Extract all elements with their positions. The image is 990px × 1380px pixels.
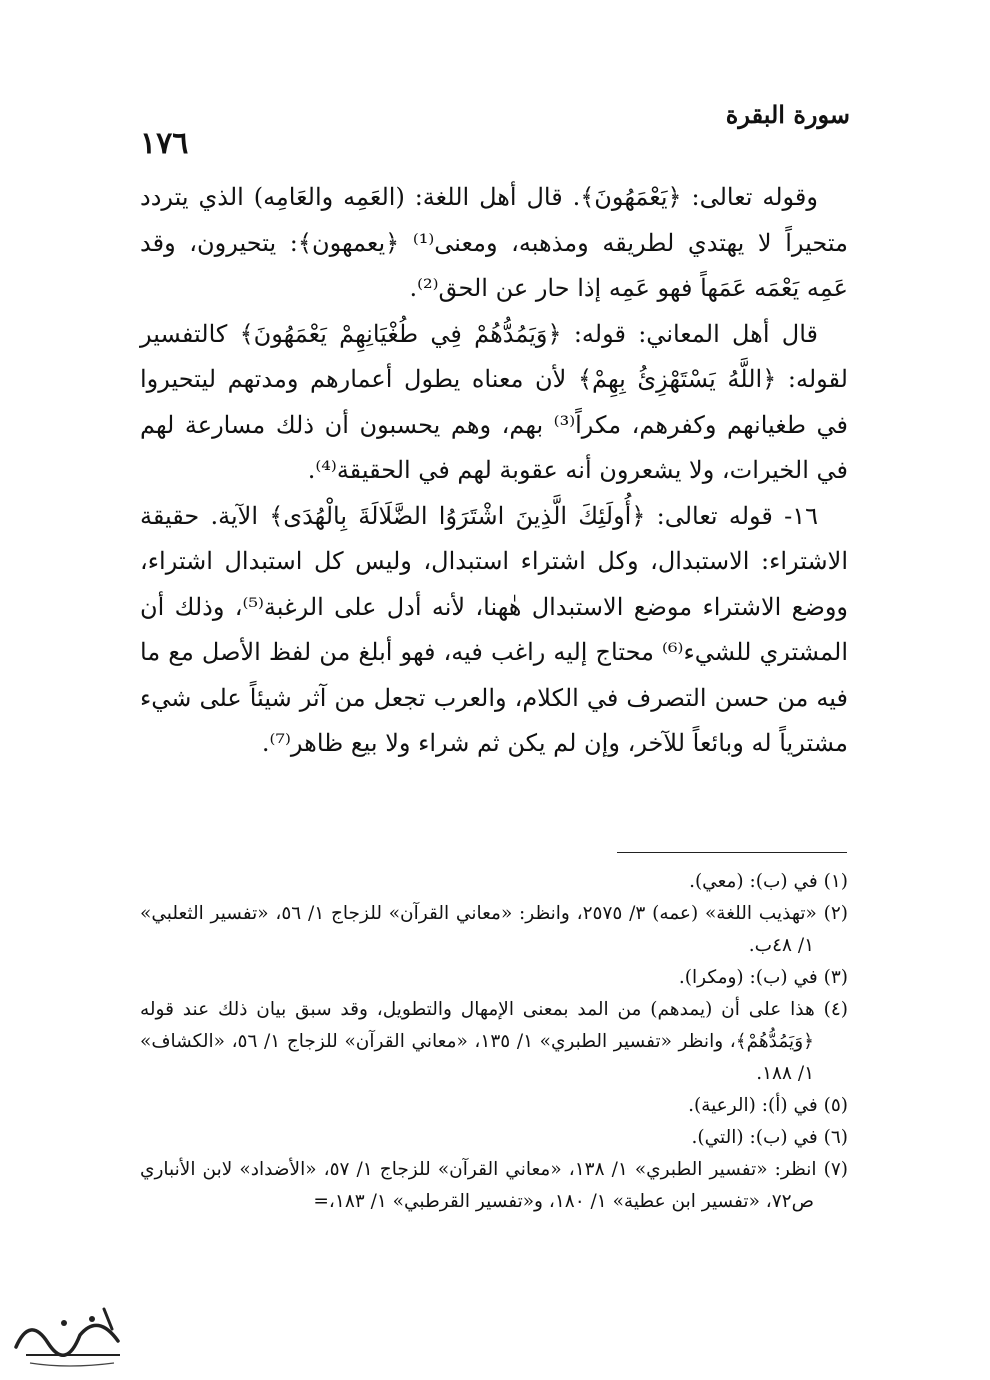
footnote-3: (٣) في (ب): (ومكرا).	[678, 967, 848, 988]
surah-title: سورة البقرة	[725, 100, 850, 129]
page-header	[140, 100, 850, 160]
footnote-1: (١) في (ب): (معي).	[689, 871, 848, 892]
page-number: ١٧٦	[140, 126, 189, 161]
watermark-logo	[8, 1295, 138, 1370]
footnotes	[140, 866, 848, 1218]
paragraph-3: ١٦- قوله تعالى: ﴿أُولَئِكَ الَّذِينَ اشْتَرَوُا الضَّلَالَةَ بِالْهُدَى﴾ الآية. حقيقة الاشتراء: الاستبدال، وكل اشتراء استبدال، وليس كل استبدال اشتراء، ووضع الاشتراء موضع الاستبدال هٰهنا، لأنه أدل على الرغبة⁽⁵⁾، وذلك أن المشتري للشيء⁽⁶⁾ محتاج إليه راغب فيه، فهو أبلغ من لفظ الأصل مع ما فيه من حسن التصرف في الكلام، والعرب تجعل من آثر شيئاً على شيء مشترياً له وبائعاً للآخر، وإن لم يكن ثم شراء ولا بيع ظاهر⁽⁷⁾.	[140, 501, 849, 757]
paragraph-1: وقوله تعالى: ﴿يَعْمَهُونَ﴾. قال أهل اللغة: (العَمِه والعَامِه) الذي يتردد متحيراً لا يهتدي لطريقه ومذهبه، ومعنى⁽¹⁾ ﴿يعمهون﴾: يتحيرون، وقد عَمِه يَعْمَه عَمَهاً فهو عَمِه إذا حار عن الحق⁽²⁾.	[140, 183, 848, 302]
paragraph-2: قال أهل المعاني: قوله: ﴿وَيَمُدُّهُمْ فِي طُغْيَانِهِمْ يَعْمَهُونَ﴾ كالتفسير لقوله: ﴿اللَّهُ يَسْتَهْزِئُ بِهِمْ﴾ لأن معناه يطول أعمارهم ومدتهم ليتحيروا في طغيانهم وكفرهم، مكراً⁽³⁾ بهم، وهم يحسبون أن ذلك مسارعة لهم في الخيرات، ولا يشعرون أنه عقوبة لهم في الحقيقة⁽⁴⁾.	[140, 319, 849, 484]
footnote-4: (٤) هذا على أن (يمدهم) من المد بمعنى الإمهال والتطويل، وقد سبق بيان ذلك عند قوله ﴿وَيَمُدُّهُمْ﴾، وانظر «تفسير الطبري» ١/ ١٣٥، «معاني القرآن» للزجاج ١/ ٥٦، «الكشاف» ١/ ١٨٨.	[140, 999, 848, 1084]
footnote-5: (٥) في (أ): (الرعية).	[688, 1095, 848, 1116]
footnote-divider	[617, 852, 847, 853]
footnote-7: (٧) انظر: «تفسير الطبري» ١/ ١٣٨، «معاني القرآن» للزجاج ١/ ٥٧، «الأضداد» لابن الأنباري ص٧٢، «تفسير ابن عطية» ١/ ١٨٠، و«تفسير القرطبي» ١/ ١٨٣،=	[140, 1159, 848, 1212]
main-text	[140, 175, 848, 767]
footnote-6: (٦) في (ب): (التي).	[691, 1127, 848, 1148]
footnote-2: (٢) «تهذيب اللغة» (عمه) ٣/ ٢٥٧٥، وانظر: «معاني القرآن» للزجاج ١/ ٥٦، «تفسير الثعلبي» ١/ ٤٨ب.	[140, 903, 848, 956]
